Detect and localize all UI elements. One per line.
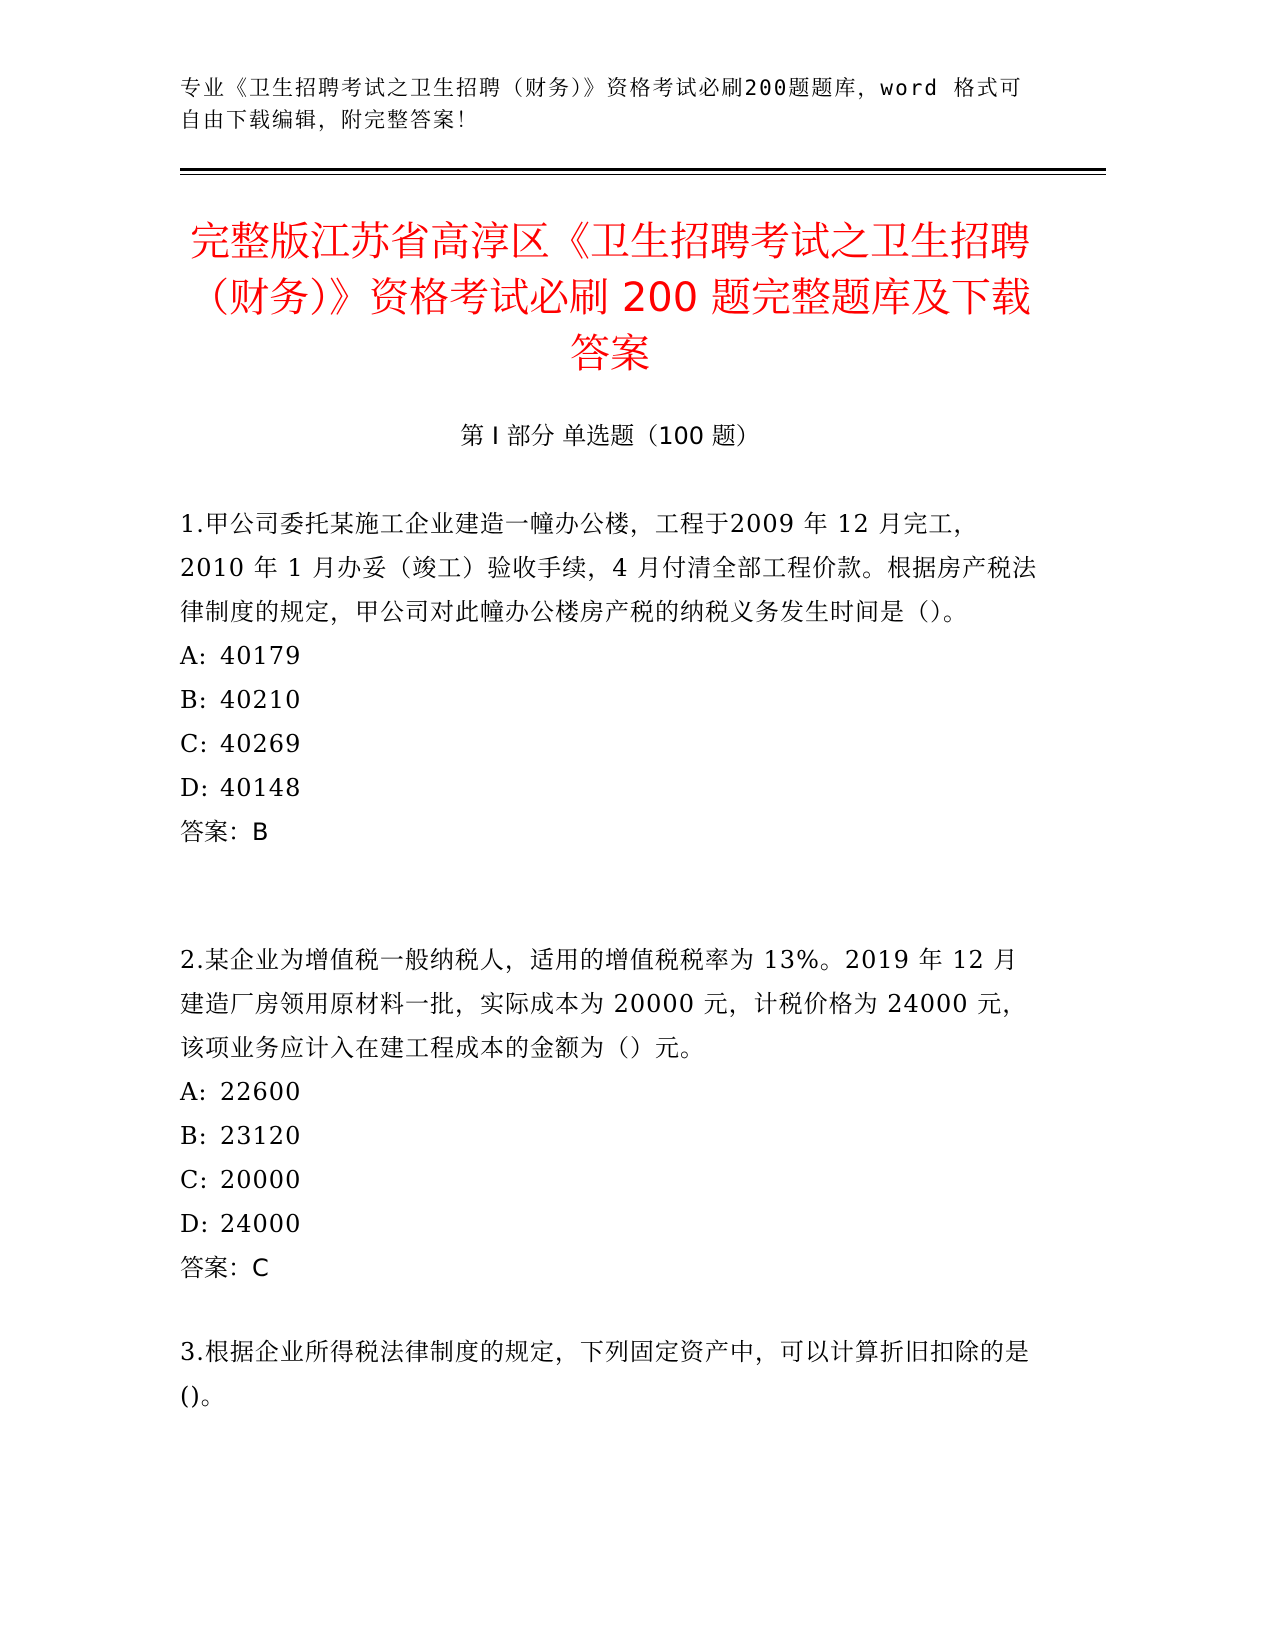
option-c (180, 722, 1040, 766)
question-1 (180, 502, 1040, 854)
document-title: 完整版江苏省高淳区《卫生招聘考试之卫生招聘（财务）》资格考试必刷 200 题完整题库及下载答案 (189, 219, 1031, 377)
question-text: 2.某企业为增值税一般纳税人，适用的增值税税率为 13%。2019 年 12 月建造厂房领用原材料一批，实际成本为 20000 元，计税价格为 24000 元，该项业务应计入在建工程成本的金额为（）元。 (180, 946, 1028, 1062)
option-b (180, 1114, 1040, 1158)
question-2 (180, 938, 1040, 1290)
option-value: 24000 (220, 1210, 302, 1238)
option-label: A: (180, 642, 208, 670)
option-label: D: (180, 1210, 210, 1238)
question-3 (180, 1330, 1040, 1418)
option-value: 23120 (220, 1122, 302, 1150)
option-d (180, 766, 1040, 810)
option-label: C: (180, 1166, 209, 1194)
option-c (180, 1158, 1040, 1202)
option-label: A: (180, 1078, 208, 1106)
header-note: 专业《卫生招聘考试之卫生招聘（财务）》资格考试必刷200题题库，word 格式可自由下载编辑，附完整答案！ (180, 76, 1023, 132)
option-value: 40148 (220, 774, 302, 802)
option-label: B: (180, 1122, 208, 1150)
option-value: 40179 (220, 642, 302, 670)
option-value: 40269 (220, 730, 302, 758)
section-heading: 第 I 部分 单选题（100 题） (460, 422, 760, 450)
option-value: 20000 (220, 1166, 302, 1194)
header-rule-thick (180, 168, 1106, 171)
header-rule-thin (180, 174, 1106, 175)
option-label: B: (180, 686, 208, 714)
question-text: 3.根据企业所得税法律制度的规定，下列固定资产中，可以计算折旧扣除的是()。 (180, 1338, 1030, 1410)
question-text: 1.甲公司委托某施工企业建造一幢办公楼，工程于2009 年 12 月完工，2010 年 1 月办妥（竣工）验收手续，4 月付清全部工程价款。根据房产税法律制度的规定，甲公司对此幢办公楼房产税的纳税义务发生时间是（）。 (180, 510, 1038, 626)
option-value: 22600 (220, 1078, 302, 1106)
option-value: 40210 (220, 686, 302, 714)
option-a (180, 634, 1040, 678)
option-label: D: (180, 774, 210, 802)
answer: 答案：C (180, 1254, 269, 1282)
option-b (180, 678, 1040, 722)
option-a (180, 1070, 1040, 1114)
option-label: C: (180, 730, 209, 758)
answer: 答案：B (180, 818, 269, 846)
option-d (180, 1202, 1040, 1246)
